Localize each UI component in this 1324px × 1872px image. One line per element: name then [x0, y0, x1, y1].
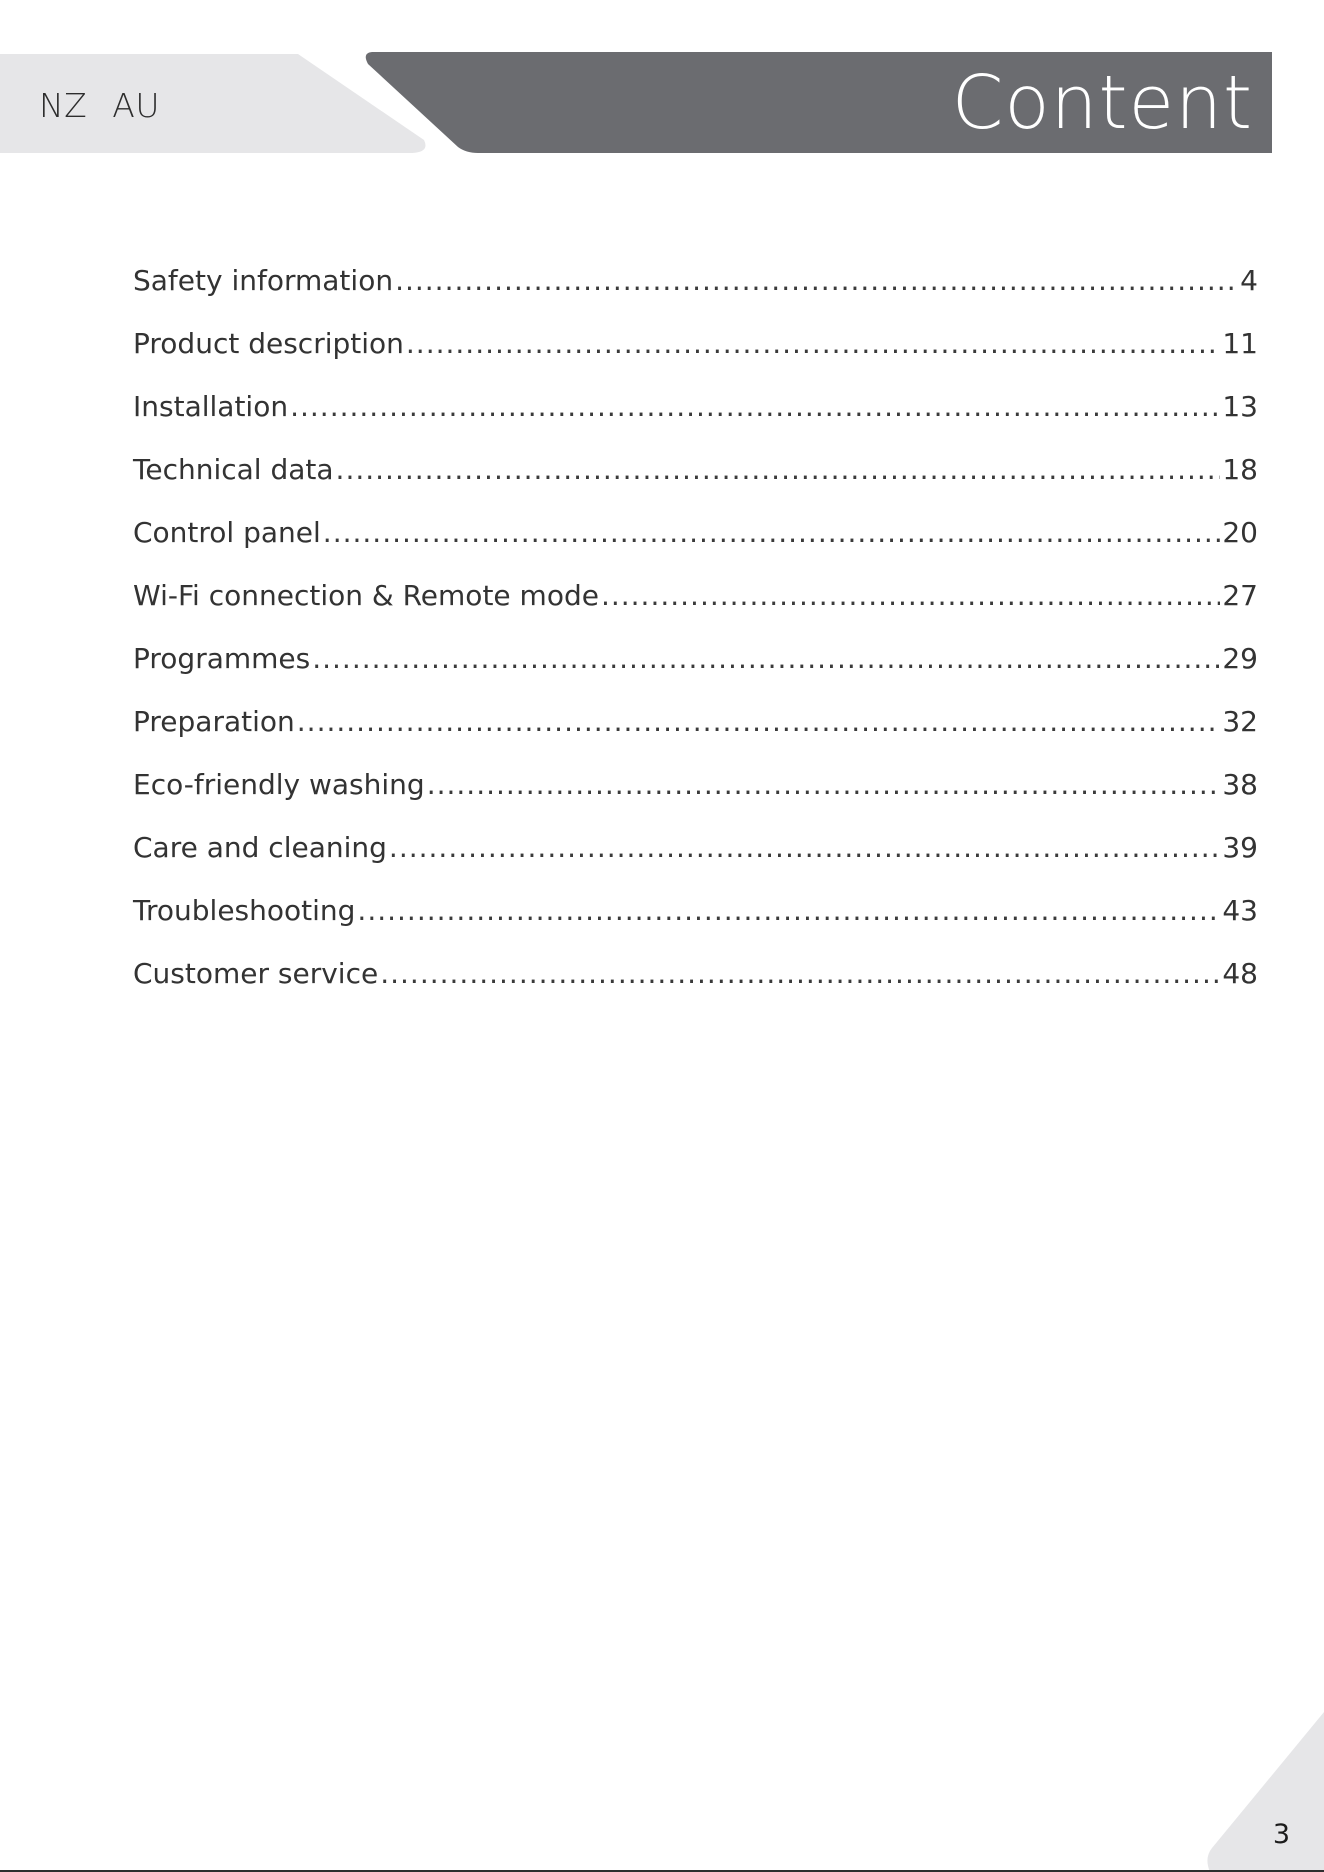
toc-dot-leader — [323, 510, 1221, 556]
toc-entry[interactable] — [133, 951, 1258, 1014]
toc-entry-title: Installation — [133, 390, 289, 423]
toc-entry-title: Eco-friendly washing — [133, 768, 425, 801]
region-label: NZ AU — [39, 86, 161, 125]
page-corner-shape — [1204, 1712, 1324, 1872]
toc-entry[interactable] — [133, 762, 1258, 825]
toc-entry-title: Control panel — [133, 516, 321, 549]
toc-entry[interactable] — [133, 888, 1258, 951]
toc-entry-page: 4 — [1240, 264, 1258, 297]
toc-dot-leader — [380, 951, 1220, 997]
toc-entry-title: Preparation — [133, 705, 295, 738]
toc-entry-page: 13 — [1222, 390, 1258, 423]
table-of-contents — [133, 258, 1258, 1014]
toc-entry[interactable] — [133, 447, 1258, 510]
toc-entry[interactable] — [133, 510, 1258, 573]
toc-entry-page: 32 — [1222, 705, 1258, 738]
toc-entry-page: 38 — [1222, 768, 1258, 801]
toc-entry-page: 11 — [1222, 327, 1258, 360]
toc-entry-title: Troubleshooting — [133, 894, 356, 927]
toc-entry-page: 39 — [1222, 831, 1258, 864]
toc-entry-page: 27 — [1222, 579, 1258, 612]
toc-dot-leader — [336, 447, 1221, 493]
toc-dot-leader — [601, 573, 1220, 619]
toc-entry-title: Technical data — [133, 453, 334, 486]
page-number: 3 — [1272, 1819, 1290, 1850]
toc-entry-page: 20 — [1222, 516, 1258, 549]
toc-entry[interactable] — [133, 258, 1258, 321]
toc-entry-title: Customer service — [133, 957, 379, 990]
toc-entry-title: Wi-Fi connection & Remote mode — [133, 579, 599, 612]
toc-entry-page: 48 — [1222, 957, 1258, 990]
toc-dot-leader — [290, 384, 1220, 430]
toc-entry[interactable] — [133, 384, 1258, 447]
toc-entry[interactable] — [133, 636, 1258, 699]
toc-entry[interactable] — [133, 699, 1258, 762]
toc-entry[interactable] — [133, 825, 1258, 888]
toc-entry-title: Safety information — [133, 264, 394, 297]
toc-entry-title: Care and cleaning — [133, 831, 387, 864]
toc-dot-leader — [312, 636, 1220, 682]
toc-dot-leader — [297, 699, 1221, 745]
toc-dot-leader — [427, 762, 1221, 808]
toc-entry-page: 18 — [1222, 453, 1258, 486]
toc-entry-page: 29 — [1222, 642, 1258, 675]
toc-dot-leader — [406, 321, 1220, 367]
toc-entry-page: 43 — [1222, 894, 1258, 927]
toc-dot-leader — [357, 888, 1220, 934]
toc-dot-leader — [395, 258, 1238, 304]
toc-entry-title: Programmes — [133, 642, 311, 675]
toc-dot-leader — [389, 825, 1220, 871]
toc-entry[interactable] — [133, 573, 1258, 636]
page-title: Content — [951, 60, 1253, 146]
toc-entry-title: Product description — [133, 327, 404, 360]
toc-entry[interactable] — [133, 321, 1258, 384]
